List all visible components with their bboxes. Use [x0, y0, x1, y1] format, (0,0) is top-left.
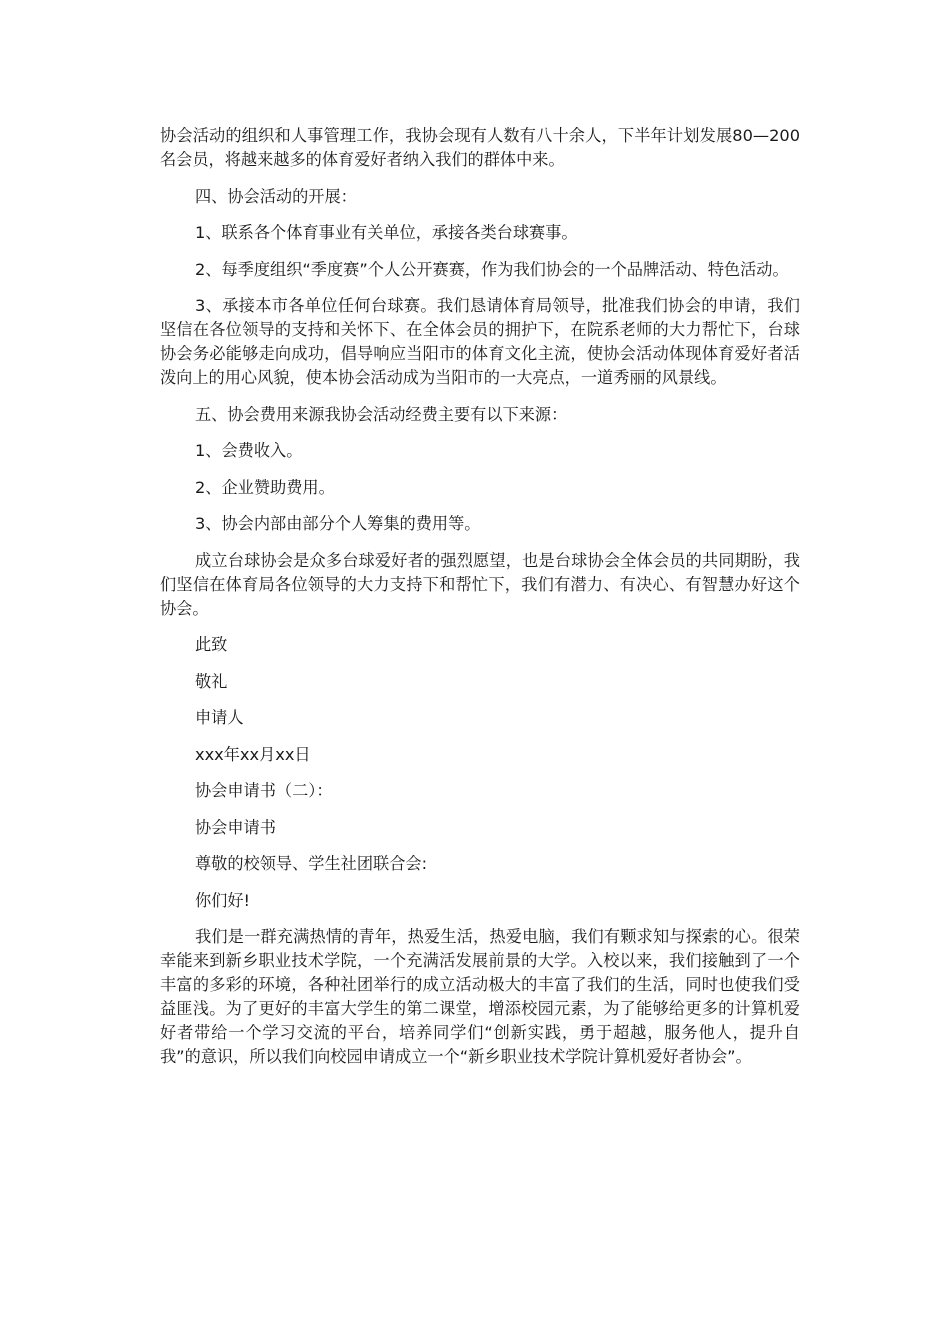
section-heading-activities: 四、协会活动的开展：: [195, 186, 357, 206]
list-item: 3、承接本市各单位任何台球赛。我们恳请体育局领导，批准我们协会的申请，我们坚信在各位领导的支持和关怀下、在全体会员的拥护下，在院系老师的大力帮忙下，台球协会务必能够走向成功，倡导响应当阳市的体育文化主流，使协会活动体现体育爱好者活泼向上的用心风貌，使本协会活动成为当阳市的一大亮点，一道秀丽的风景线。: [160, 296, 800, 387]
list-item: 3、协会内部由部分个人筹集的费用等。: [195, 514, 481, 533]
paragraph-1: 协会活动的组织和人事管理工作，我协会现有人数有八十余人，下半年计划发展80—200名会员，将越来越多的体育爱好者纳入我们的群体中来。: [160, 126, 800, 169]
section-heading-funding: 五、协会费用来源我协会活动经费主要有以下来源：: [195, 404, 568, 424]
greeting: 你们好!: [195, 890, 251, 910]
salutation-line: 此致: [195, 635, 228, 654]
list-item: 1、会费收入。: [195, 441, 303, 460]
list-item: 2、企业赞助费用。: [195, 477, 335, 497]
document-page: [160, 124, 800, 1082]
closing-paragraph: 成立台球协会是众多台球爱好者的强烈愿望，也是台球协会全体会员的共同期盼，我们坚信在体育局各位领导的大力支持下和帮忙下，我们有潜力、有决心、有智慧办好这个协会。: [160, 550, 800, 618]
list-item: 2、每季度组织“季度赛”个人公开赛赛，作为我们协会的一个品牌活动、特色活动。: [195, 259, 789, 279]
document-title: 协会申请书: [195, 817, 276, 837]
signature-line: 申请人: [195, 708, 244, 727]
list-item: 1、联系各个体育事业有关单位，承接各类台球赛事。: [195, 223, 578, 242]
body-paragraph: 我们是一群充满热情的青年，热爱生活，热爱电脑，我们有颗求知与探索的心。很荣幸能来到新乡职业技术学院，一个充满活发展前景的大学。入校以来，我们接触到了一个丰富的多彩的环境，各种社团举行的成立活动极大的丰富了我们的生活，同时也使我们受益匪浅。为了更好的丰富大学生的第二课堂，增添校园元素，为了能够给更多的计算机爱好者带给一个学习交流的平台，培养同学们“创新实践，勇于超越，服务他人，提升自我”的意识，所以我们向校园申请成立一个“新乡职业技术学院计算机爱好者协会”。: [160, 927, 800, 1066]
section-title: 协会申请书（二）：: [195, 781, 333, 800]
greeting-addressee: 尊敬的校领导、学生社团联合会:: [195, 854, 428, 873]
date-line: xxx年xx月xx日: [195, 744, 311, 764]
salutation-line: 敬礼: [195, 671, 228, 691]
